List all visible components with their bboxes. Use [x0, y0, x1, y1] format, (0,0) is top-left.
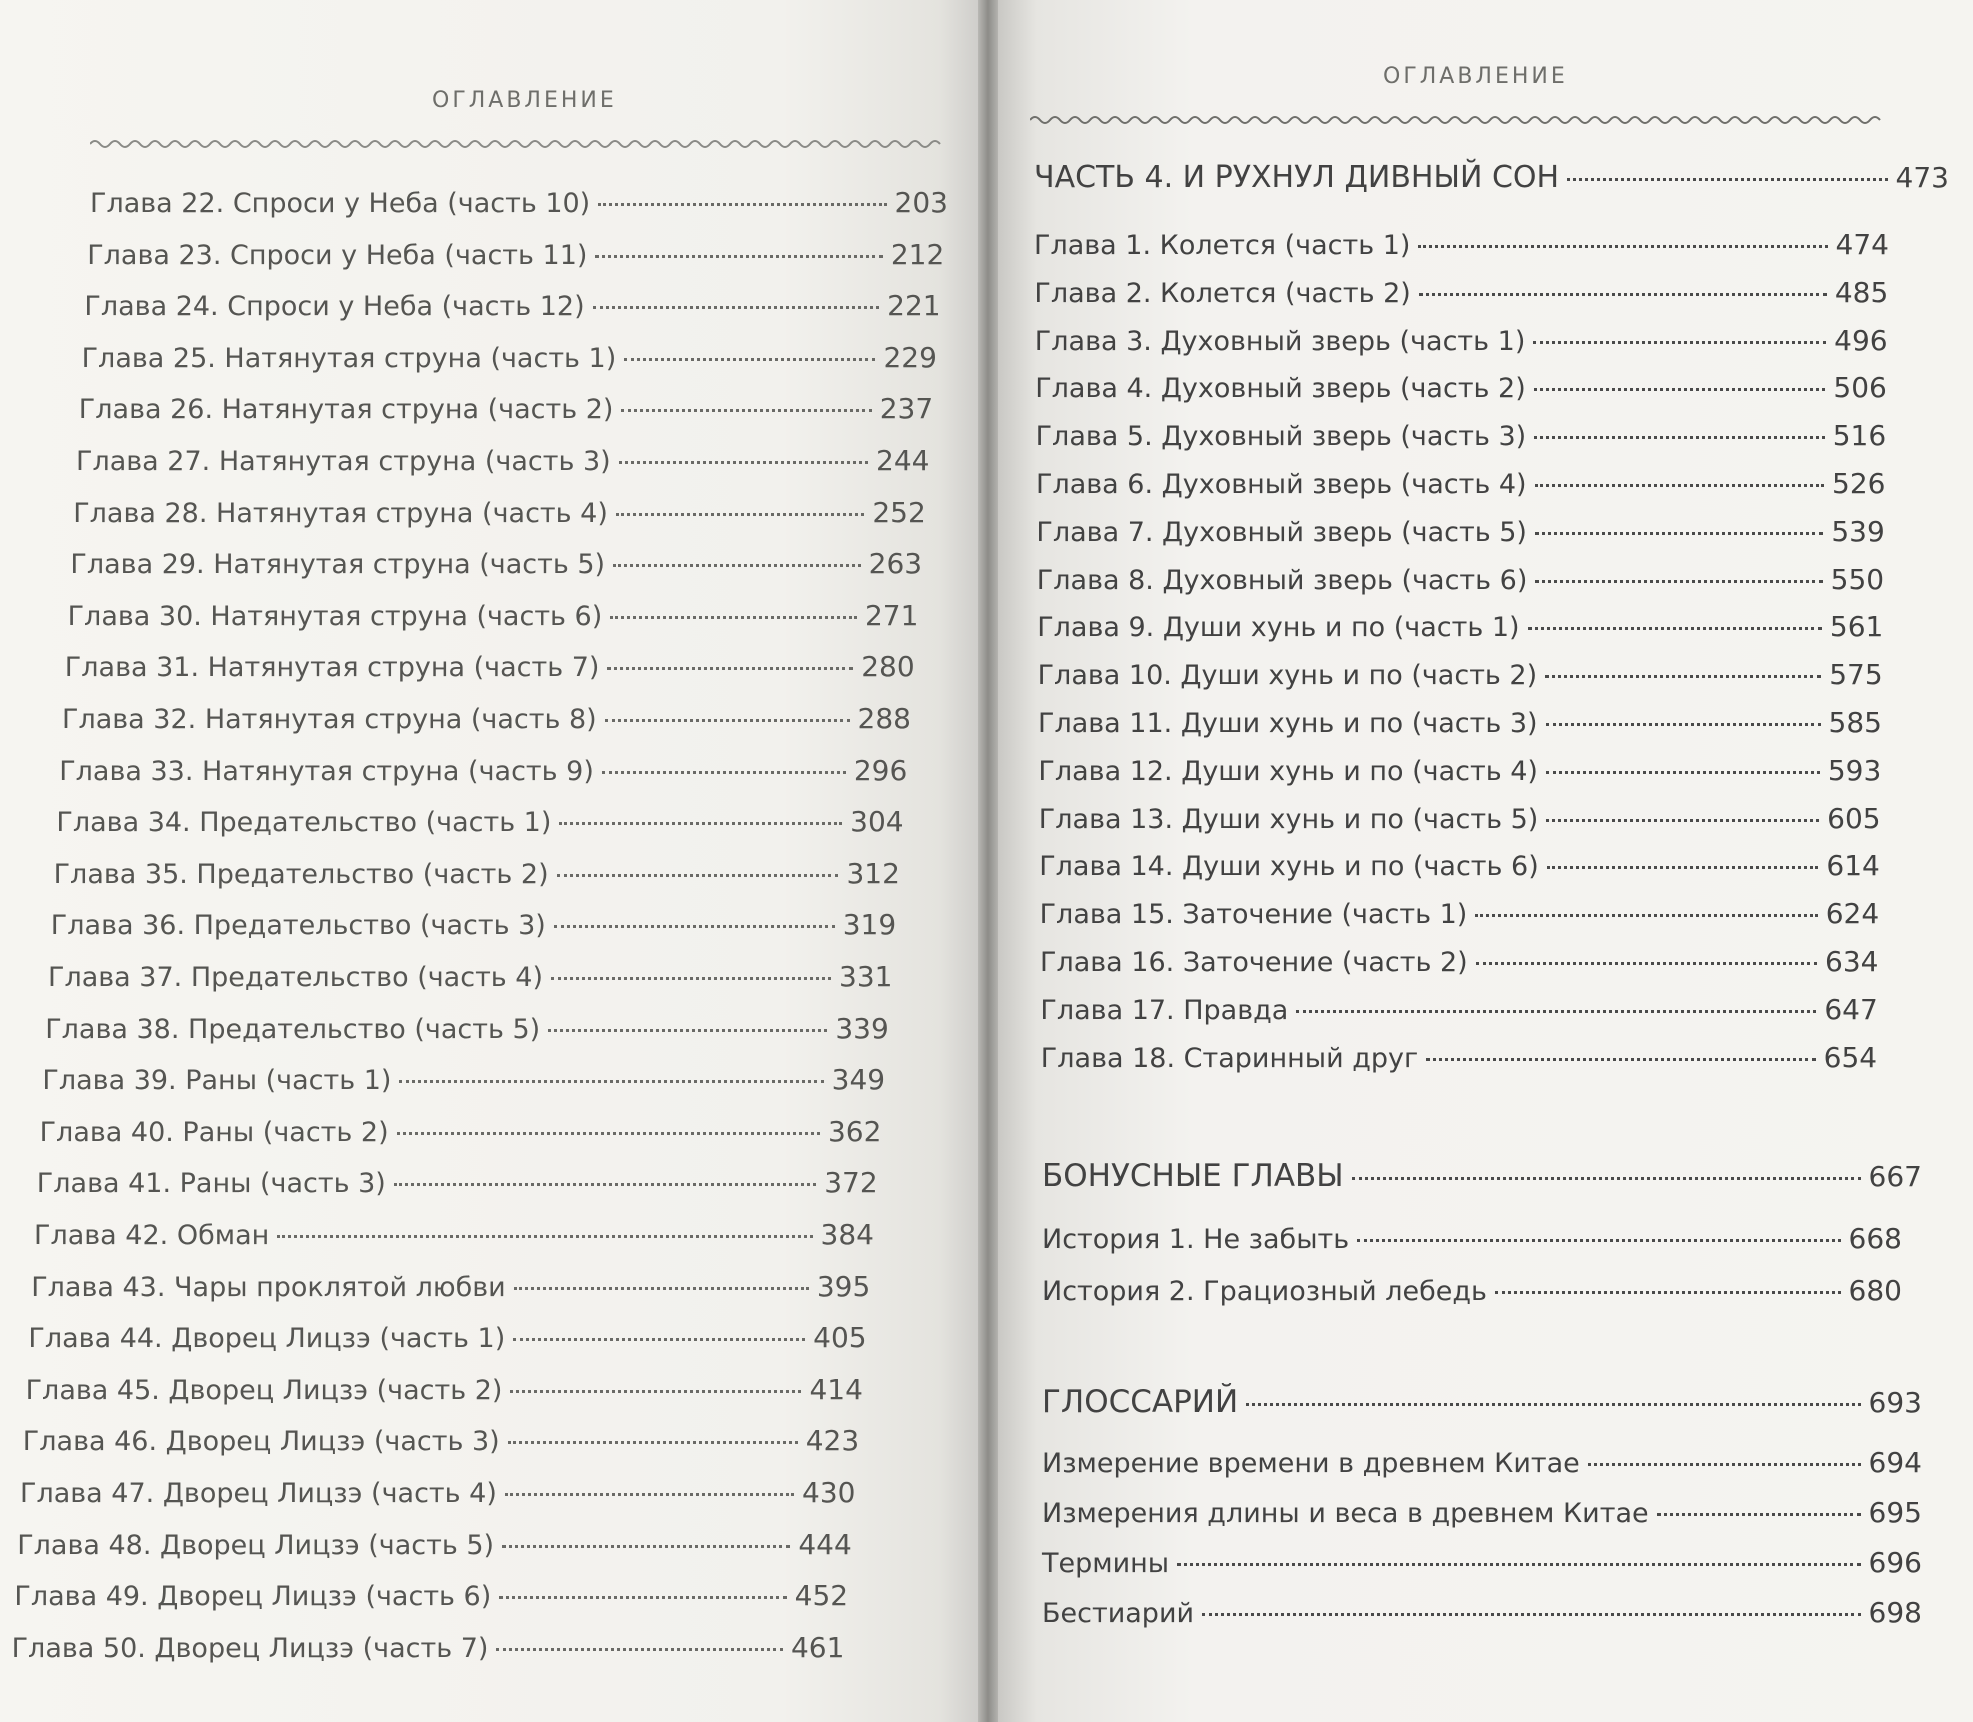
toc-page-number: 349 [831, 1063, 886, 1097]
dot-leader [602, 771, 846, 774]
toc-entry[interactable] [1042, 1496, 1922, 1529]
dot-leader [1419, 293, 1827, 296]
toc-entry[interactable] [28, 1321, 866, 1354]
toc-page-number: 561 [1829, 610, 1884, 644]
toc-section-bonus[interactable] [1042, 1158, 1922, 1194]
toc-entry[interactable] [1040, 897, 1880, 930]
toc-entry[interactable] [62, 702, 911, 735]
dot-leader [593, 306, 880, 309]
toc-entry[interactable] [68, 599, 919, 632]
toc-page-number: 229 [883, 340, 937, 374]
dot-leader [1475, 914, 1817, 917]
toc-page-number: 362 [827, 1114, 882, 1148]
toc-page-number: 423 [805, 1424, 860, 1458]
dot-leader [619, 461, 868, 464]
toc-entry[interactable] [1042, 1596, 1922, 1629]
toc-entry[interactable] [1036, 515, 1884, 548]
toc-entry[interactable] [1037, 610, 1883, 643]
toc-title: Глава 41. Раны (часть 3) [36, 1168, 386, 1200]
toc-page-number: 244 [876, 444, 930, 477]
dot-leader [624, 358, 875, 361]
toc-page-number: 605 [1827, 801, 1881, 835]
dot-leader [613, 564, 861, 567]
toc-page-number: 654 [1823, 1040, 1878, 1074]
dot-leader [598, 203, 886, 206]
toc-page-number: 304 [850, 805, 904, 839]
toc-page-number: 667 [1868, 1160, 1922, 1193]
toc-page-number: 296 [853, 753, 908, 787]
dot-leader [1476, 962, 1817, 965]
toc-page-number: 485 [1834, 275, 1889, 309]
toc-entry[interactable] [1035, 371, 1887, 404]
toc-entry[interactable] [23, 1424, 859, 1457]
toc-title: Глава 15. Заточение (часть 1) [1039, 899, 1468, 931]
toc-entry[interactable] [1038, 706, 1882, 739]
dot-leader [397, 1132, 820, 1135]
toc-entry[interactable] [73, 496, 926, 529]
toc-entry[interactable] [54, 857, 900, 890]
dot-leader [557, 874, 839, 877]
toc-entry[interactable] [45, 1012, 889, 1045]
toc-title: Глава 5. Духовный зверь (часть 3) [1035, 421, 1527, 453]
toc-title: Глава 26. Натянутая струна (часть 2) [78, 394, 614, 426]
toc-page-number: 526 [1832, 467, 1886, 500]
toc-page-number: 263 [868, 547, 923, 581]
toc-page-number: 288 [857, 702, 911, 735]
toc-page-number: 271 [864, 598, 919, 632]
toc-title: Глава 43. Чары проклятой любви [31, 1271, 506, 1303]
toc-entry[interactable] [51, 908, 896, 941]
dot-leader [1535, 532, 1823, 535]
dot-leader [1588, 1463, 1861, 1466]
dot-leader [1534, 388, 1826, 391]
toc-entry[interactable] [87, 238, 944, 271]
toc-page-number: 203 [894, 186, 948, 219]
toc-title: Глава 11. Души хунь и по (часть 3) [1038, 708, 1538, 739]
dot-leader [1535, 484, 1824, 487]
toc-title: Глава 12. Души хунь и по (часть 4) [1038, 755, 1538, 787]
toc-page-number: 221 [887, 289, 941, 323]
book-gutter [978, 0, 998, 1722]
toc-title: Глава 40. Раны (часть 2) [39, 1116, 389, 1148]
toc-entry[interactable] [70, 547, 922, 580]
toc-page-number: 312 [846, 856, 900, 890]
dot-leader [1657, 1513, 1861, 1516]
toc-entry[interactable] [1037, 563, 1884, 596]
dot-leader [1352, 1177, 1861, 1180]
dot-leader [505, 1493, 794, 1496]
toc-entry[interactable] [1039, 849, 1880, 882]
toc-entry[interactable] [1041, 1041, 1877, 1074]
toc-title: Глава 46. Дворец Лицзэ (часть 3) [22, 1426, 500, 1458]
dot-leader [1546, 723, 1821, 726]
dot-leader [502, 1545, 790, 1548]
toc-entry[interactable] [1042, 1446, 1922, 1479]
toc-page-number: 280 [861, 650, 915, 684]
toc-page-number: 539 [1831, 514, 1885, 548]
dot-leader [610, 616, 857, 619]
toc-page-number: 237 [879, 392, 934, 426]
toc-title: История 2. Грациозный лебедь [1042, 1276, 1487, 1307]
toc-title: Глава 25. Натянутая струна (часть 1) [81, 342, 617, 374]
toc-title: Глава 29. Натянутая струна (часть 5) [70, 549, 606, 581]
toc-page-number: 693 [1868, 1386, 1922, 1419]
toc-entry[interactable] [37, 1166, 878, 1199]
toc-title: Глава 47. Дворец Лицзэ (часть 4) [20, 1478, 497, 1509]
toc-page-number: 696 [1868, 1546, 1922, 1579]
dot-leader [394, 1183, 816, 1186]
toc-entry[interactable] [26, 1373, 863, 1406]
toc-page-number: 474 [1835, 228, 1889, 261]
toc-page-number: 585 [1828, 706, 1882, 739]
toc-title: Термины [1042, 1548, 1170, 1579]
toc-page-number: 496 [1834, 323, 1888, 357]
dot-leader [559, 822, 842, 825]
dot-leader [508, 1441, 798, 1444]
toc-page-number: 647 [1824, 992, 1878, 1026]
toc-page-number: 331 [839, 960, 893, 993]
toc-entry[interactable] [1039, 802, 1881, 835]
toc-title: Глава 22. Спроси у Неба (часть 10) [90, 188, 591, 219]
dot-leader [1202, 1613, 1861, 1616]
toc-page-number: 506 [1833, 371, 1887, 405]
dot-leader [1535, 580, 1822, 583]
toc-title: Глава 14. Души хунь и по (часть 6) [1039, 851, 1539, 883]
toc-title: Глава 49. Дворец Лицзэ (часть 6) [14, 1581, 492, 1613]
toc-title: Глава 24. Спроси у Неба (часть 12) [84, 291, 585, 323]
dot-leader [551, 977, 831, 980]
toc-page-number: 680 [1848, 1274, 1902, 1307]
toc-entry[interactable] [84, 289, 940, 322]
toc-title: Глава 42. Обман [34, 1220, 270, 1251]
wavy-rule-ornament [1030, 112, 1890, 128]
toc-entry[interactable] [14, 1579, 848, 1612]
dot-leader [548, 1029, 827, 1032]
running-head: ОГЛАВЛЕНИЕ [1383, 64, 1568, 89]
dot-leader [1426, 1058, 1815, 1061]
dot-leader [1177, 1563, 1860, 1566]
toc-page-number: 614 [1826, 849, 1880, 883]
toc-page-number: 384 [820, 1218, 874, 1251]
dot-leader [621, 409, 871, 412]
toc-entry[interactable] [65, 650, 915, 683]
toc-part-heading[interactable] [1034, 160, 1949, 195]
toc-title: Глава 4. Духовный зверь (часть 2) [1035, 373, 1526, 405]
toc-entry[interactable] [1034, 228, 1889, 261]
toc-title: Глава 7. Духовный зверь (часть 5) [1036, 516, 1527, 548]
toc-page-number: 634 [1825, 945, 1879, 978]
toc-title: Глава 50. Дворец Лицзэ (часть 7) [11, 1632, 489, 1664]
toc-title: Глава 37. Предательство (часть 4) [48, 962, 544, 993]
dot-leader [496, 1648, 782, 1651]
toc-page-number: 698 [1868, 1596, 1922, 1629]
toc-title: Глава 10. Души хунь и по (часть 2) [1037, 660, 1538, 692]
toc-page-number: 516 [1832, 419, 1887, 453]
toc-title: Глава 27. Натянутая струна (часть 3) [76, 446, 611, 477]
dot-leader [554, 925, 835, 928]
toc-entry[interactable] [1036, 467, 1886, 500]
toc-title: Глава 39. Раны (часть 1) [42, 1065, 392, 1097]
toc-title: БОНУСНЫЕ ГЛАВЫ [1042, 1158, 1344, 1194]
toc-title: Глава 23. Спроси у Неба (часть 11) [87, 239, 588, 271]
toc-title: Глава 38. Предательство (часть 5) [45, 1013, 541, 1045]
toc-entry[interactable] [42, 1063, 885, 1096]
left-page [0, 0, 978, 1722]
toc-entry[interactable] [17, 1528, 852, 1561]
dot-leader [510, 1390, 801, 1393]
toc-title: Глава 16. Заточение (часть 2) [1040, 947, 1468, 978]
toc-title: Глава 3. Духовный зверь (часть 1) [1034, 325, 1526, 357]
toc-title: Глава 31. Натянутая струна (часть 7) [64, 652, 600, 684]
toc-title: Глава 36. Предательство (часть 3) [50, 910, 546, 942]
toc-title: Глава 45. Дворец Лицзэ (часть 2) [25, 1374, 503, 1406]
toc-entry[interactable] [1042, 1274, 1902, 1307]
toc-page-number: 339 [835, 1011, 889, 1045]
toc-title: Глава 30. Натянутая струна (часть 6) [67, 600, 603, 632]
toc-title: Глава 44. Дворец Лицзэ (часть 1) [28, 1323, 506, 1355]
dot-leader [277, 1235, 812, 1238]
dot-leader [1528, 627, 1822, 630]
toc-title: Глава 28. Натянутая струна (часть 4) [73, 497, 608, 529]
toc-entry[interactable] [1042, 1546, 1922, 1579]
toc-title: Глава 48. Дворец Лицзэ (часть 5) [17, 1529, 495, 1561]
toc-title: Глава 13. Души хунь и по (часть 5) [1038, 803, 1539, 835]
dot-leader [1546, 771, 1820, 774]
dot-leader [499, 1596, 786, 1599]
dot-leader [1546, 819, 1819, 822]
toc-page-number: 414 [809, 1372, 863, 1406]
toc-entry[interactable] [82, 341, 937, 374]
dot-leader [1547, 866, 1819, 869]
dot-leader [1534, 436, 1825, 439]
toc-entry[interactable] [56, 805, 903, 838]
toc-title: Бестиарий [1042, 1598, 1195, 1629]
toc-page-number: 319 [842, 908, 897, 942]
toc-entry[interactable] [76, 444, 930, 477]
dot-leader [616, 513, 864, 516]
toc-entry[interactable] [59, 754, 907, 787]
toc-entry[interactable] [48, 960, 893, 993]
dot-leader [1296, 1010, 1816, 1013]
toc-title: ЧАСТЬ 4. И РУХНУЛ ДИВНЫЙ СОН [1034, 160, 1560, 195]
toc-page-number: 668 [1848, 1222, 1902, 1255]
toc-entry[interactable] [1040, 993, 1877, 1026]
toc-title: Глава 2. Колется (часть 2) [1034, 277, 1411, 309]
toc-page-number: 593 [1827, 753, 1882, 787]
toc-entry[interactable] [1038, 754, 1881, 787]
toc-entry[interactable] [31, 1270, 870, 1303]
dot-leader [1418, 245, 1827, 248]
toc-entry[interactable] [1034, 276, 1888, 309]
toc-entry[interactable] [1042, 1222, 1902, 1255]
toc-entry[interactable] [40, 1115, 882, 1148]
toc-entry[interactable] [1038, 658, 1883, 691]
toc-title: Измерения длины и веса в древнем Китае [1042, 1498, 1649, 1529]
dot-leader [1533, 341, 1826, 344]
toc-entry[interactable] [1040, 945, 1879, 978]
toc-title: Глава 35. Предательство (часть 2) [53, 858, 549, 890]
toc-entry[interactable] [90, 186, 948, 219]
toc-page-number: 252 [872, 495, 926, 529]
toc-page-number: 695 [1868, 1496, 1922, 1529]
toc-title: Глава 34. Предательство (часть 1) [56, 807, 552, 839]
toc-section-glossary[interactable] [1042, 1384, 1922, 1420]
toc-title: История 1. Не забыть [1042, 1224, 1350, 1255]
toc-title: Глава 1. Колется (часть 1) [1034, 230, 1411, 261]
dot-leader [1545, 675, 1821, 678]
toc-page-number: 461 [790, 1630, 845, 1664]
dot-leader [607, 667, 853, 670]
dot-leader [1495, 1291, 1841, 1294]
toc-page-number: 405 [813, 1321, 867, 1355]
toc-entry[interactable] [12, 1631, 845, 1664]
dot-leader [399, 1080, 823, 1083]
dot-leader [1357, 1239, 1840, 1242]
toc-title: ГЛОССАРИЙ [1042, 1384, 1239, 1420]
toc-title: Глава 18. Старинный друг [1040, 1042, 1419, 1074]
dot-leader [513, 1338, 805, 1341]
toc-page-number: 444 [798, 1527, 852, 1561]
dot-leader [514, 1287, 809, 1290]
toc-title: Измерение времени в древнем Китае [1042, 1448, 1580, 1479]
toc-page-number: 473 [1895, 161, 1949, 194]
toc-page-number: 430 [802, 1476, 856, 1509]
dot-leader [595, 255, 882, 258]
toc-entry[interactable] [79, 392, 933, 425]
running-head: ОГЛАВЛЕНИЕ [432, 88, 617, 113]
toc-page-number: 694 [1868, 1446, 1922, 1479]
toc-title: Глава 6. Духовный зверь (часть 4) [1036, 469, 1527, 500]
toc-title: Глава 9. Души хунь и по (часть 1) [1037, 612, 1520, 644]
toc-title: Глава 17. Правда [1040, 994, 1289, 1026]
dot-leader [1567, 178, 1887, 181]
toc-page-number: 550 [1830, 562, 1885, 596]
toc-title: Глава 32. Натянутая струна (часть 8) [62, 704, 597, 735]
toc-page-number: 372 [824, 1166, 878, 1200]
dot-leader [605, 719, 850, 722]
toc-title: Глава 8. Духовный зверь (часть 6) [1036, 564, 1528, 596]
right-page [998, 0, 1973, 1722]
toc-page-number: 395 [816, 1269, 871, 1303]
wavy-rule-ornament [90, 136, 950, 152]
toc-page-number: 452 [794, 1579, 849, 1613]
toc-entry[interactable] [34, 1218, 874, 1251]
toc-page-number: 575 [1829, 658, 1883, 692]
toc-entry[interactable] [20, 1476, 856, 1509]
dot-leader [1246, 1403, 1860, 1406]
toc-page-number: 212 [890, 237, 945, 271]
toc-page-number: 624 [1825, 897, 1880, 931]
toc-entry[interactable] [1036, 419, 1887, 452]
toc-entry[interactable] [1035, 324, 1888, 357]
toc-title: Глава 33. Натянутая струна (часть 9) [59, 755, 594, 787]
